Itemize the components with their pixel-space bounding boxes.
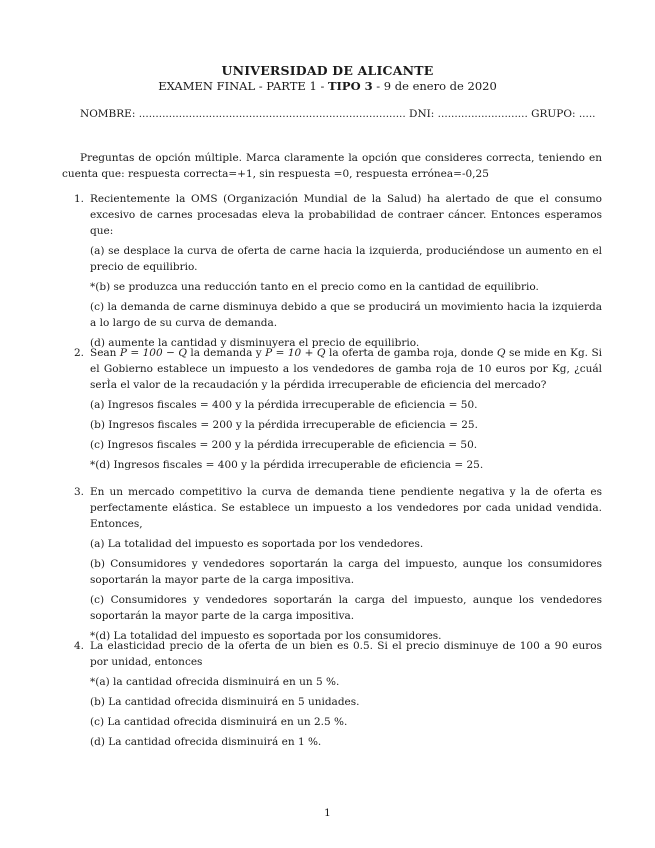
question-3: [62, 484, 602, 644]
question-number: 2.: [73, 347, 84, 359]
question-stem: Recientemente la OMS (Organización Mundial de la Salud) ha alertado de que el consumo excesivo de carnes procesadas eleva la probabilidad de contraer cáncer. Entonces esperamos que:: [90, 193, 602, 237]
exam-title-prefix: EXAMEN FINAL - PARTE 1 -: [158, 79, 328, 93]
stem-text-part: la demanda y: [186, 347, 266, 359]
option-c: (c) La cantidad ofrecida disminuirá en un 2.5 %.: [90, 716, 348, 728]
option-a: (a) La totalidad del impuesto es soportada por los vendedores.: [90, 538, 424, 550]
university-title: UNIVERSIDAD DE ALICANTE: [221, 63, 434, 78]
option-b: *(b) se produzca una reducción tanto en el precio como en la cantidad de equilibrio.: [90, 281, 539, 293]
question-1: [62, 191, 602, 351]
option-d: (d) aumente la cantidad y disminuyera el precio de equilibrio.: [90, 337, 420, 349]
option-b: (b) La cantidad ofrecida disminuirá en 5 unidades.: [90, 696, 360, 708]
option-d: (d) La cantidad ofrecida disminuirá en 1 %.: [90, 736, 322, 748]
option-d: *(d) La totalidad del impuesto es soportada por los consumidores.: [90, 630, 442, 642]
option-c: (c) Consumidores y vendedores soportarán la carga del impuesto, aunque los vendedores soportarán la mayor parte de la carga impositiva.: [90, 594, 602, 622]
option-d: *(d) Ingresos fiscales = 400 y la pérdida irrecuperable de eficiencia = 25.: [90, 459, 484, 471]
demand-equation: P = 100 − Q: [119, 347, 187, 359]
option-a: *(a) la cantidad ofrecida disminuirá en un 5 %.: [90, 676, 340, 688]
question-stem: La elasticidad precio de la oferta de un bien es 0.5. Si el precio disminuye de 100 a 90 euros por unidad, entonces: [90, 640, 602, 668]
question-4: [62, 638, 602, 750]
page-number: 1: [324, 807, 331, 819]
option-b: (b) Ingresos fiscales = 200 y la pérdida irrecuperable de eficiencia = 25.: [90, 419, 478, 431]
stem-text-part: Sean: [90, 347, 120, 359]
instructions: Preguntas de opción múltiple. Marca claramente la opción que consideres correcta, teniendo en cuenta que: respuesta correcta=+1, sin respuesta =0, respuesta errónea=-0,25: [62, 152, 602, 180]
exam-type: TIPO 3: [327, 79, 373, 93]
option-b: (b) Consumidores y vendedores soportarán la carga del impuesto, aunque los consumidores soportarán la mayor parte de la carga impositiva.: [90, 558, 602, 586]
question-stem: [90, 345, 602, 393]
stem-text-part: se mide en Kg. Si el Gobierno establece un impuesto a los vendedores de gamba roja de 10 euros por Kg, ¿cuál serÌa el valor de la recaudación y la pérdida irrecuperable de eficiencia del mercado?: [90, 347, 602, 391]
exam-date: - 9 de enero de 2020: [372, 79, 497, 93]
question-number: 4.: [73, 640, 84, 652]
question-2: [62, 345, 602, 473]
option-c: (c) la demanda de carne disminuya debido a que se producirá un movimiento hacia la izquierda a lo largo de su curva de demanda.: [90, 301, 602, 329]
option-c: (c) Ingresos fiscales = 200 y la pérdida irrecuperable de eficiencia = 50.: [90, 439, 478, 451]
option-a: (a) se desplace la curva de oferta de carne hacia la izquierda, produciéndose un aumento en el precio de equilibrio.: [90, 245, 602, 273]
quantity-variable: Q: [496, 347, 506, 359]
student-info-line: NOMBRE: ................................................................................ DNI: ........................... GRUPO: .....: [80, 108, 596, 120]
supply-equation: P = 10 + Q: [265, 347, 326, 359]
stem-text-part: la oferta de gamba roja, donde: [325, 347, 497, 359]
question-number: 1.: [73, 193, 84, 205]
question-stem: En un mercado competitivo la curva de demanda tiene pendiente negativa y la de oferta es perfectamente elástica. Se establece un impuesto a los vendedores por cada unidad vendida. Entonces,: [90, 486, 602, 530]
question-number: 3.: [73, 486, 84, 498]
option-a: (a) Ingresos fiscales = 400 y la pérdida irrecuperable de eficiencia = 50.: [90, 399, 478, 411]
exam-title: [0, 79, 655, 93]
